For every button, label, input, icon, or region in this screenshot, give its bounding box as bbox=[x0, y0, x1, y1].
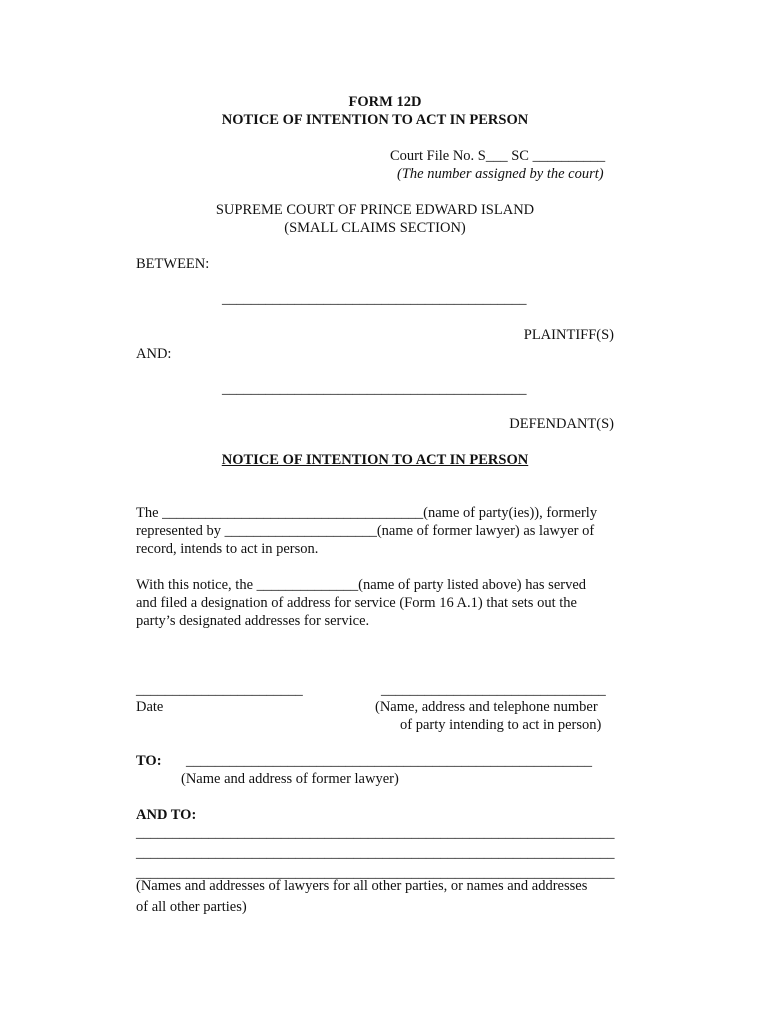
former-lawyer-line: ________________________________________________________ bbox=[186, 753, 592, 769]
defendant-label: DEFENDANT(S) bbox=[509, 416, 614, 432]
paragraph-2-line-3: party’s designated addresses for service. bbox=[136, 613, 370, 629]
form-number: FORM 12D bbox=[348, 94, 422, 110]
former-lawyer-caption: (Name and address of former lawyer) bbox=[181, 771, 399, 787]
and-label: AND: bbox=[136, 346, 172, 362]
form-title: NOTICE OF INTENTION TO ACT IN PERSON bbox=[221, 112, 529, 128]
court-section: (SMALL CLAIMS SECTION) bbox=[284, 220, 466, 236]
date-label: Date bbox=[136, 699, 164, 715]
other-parties-line-2: __________________________________________________________________ bbox=[136, 845, 615, 861]
court-file-number: Court File No. S___ SC __________ bbox=[390, 148, 606, 164]
paragraph-1-line-3: record, intends to act in person. bbox=[136, 541, 319, 557]
defendant-name-line: __________________________________________ bbox=[222, 381, 527, 397]
between-label: BETWEEN: bbox=[136, 256, 210, 272]
paragraph-2-line-1: With this notice, the ______________(name of party listed above) has served bbox=[136, 577, 587, 593]
paragraph-1-line-1: The ____________________________________(name of party(ies)), formerly bbox=[136, 505, 598, 521]
paragraph-1-line-2: represented by _____________________(name of former lawyer) as lawyer of bbox=[136, 523, 595, 539]
paragraph-2-line-2: and filed a designation of address for service (Form 16 A.1) that sets out the bbox=[136, 595, 577, 611]
other-parties-line-1: __________________________________________________________________ bbox=[136, 825, 615, 841]
other-parties-caption-line-2: of all other parties) bbox=[136, 899, 247, 915]
notice-heading: NOTICE OF INTENTION TO ACT IN PERSON bbox=[221, 452, 529, 468]
and-to-label: AND TO: bbox=[136, 807, 197, 823]
date-signature-line: _______________________ bbox=[136, 682, 303, 698]
party-signature-line: _______________________________ bbox=[381, 682, 606, 698]
court-name: SUPREME COURT OF PRINCE EDWARD ISLAND bbox=[215, 202, 535, 218]
party-signature-label-line-1: (Name, address and telephone number bbox=[375, 699, 598, 715]
to-label: TO: bbox=[136, 753, 162, 769]
party-signature-label-line-2: of party intending to act in person) bbox=[400, 717, 602, 733]
other-parties-line-3: __________________________________________________________________ bbox=[136, 865, 615, 881]
plaintiff-label: PLAINTIFF(S) bbox=[523, 327, 614, 343]
court-file-note: (The number assigned by the court) bbox=[397, 166, 604, 182]
other-parties-caption-line-1: (Names and addresses of lawyers for all other parties, or names and addresses bbox=[136, 878, 588, 894]
plaintiff-name-line: __________________________________________ bbox=[222, 291, 527, 307]
